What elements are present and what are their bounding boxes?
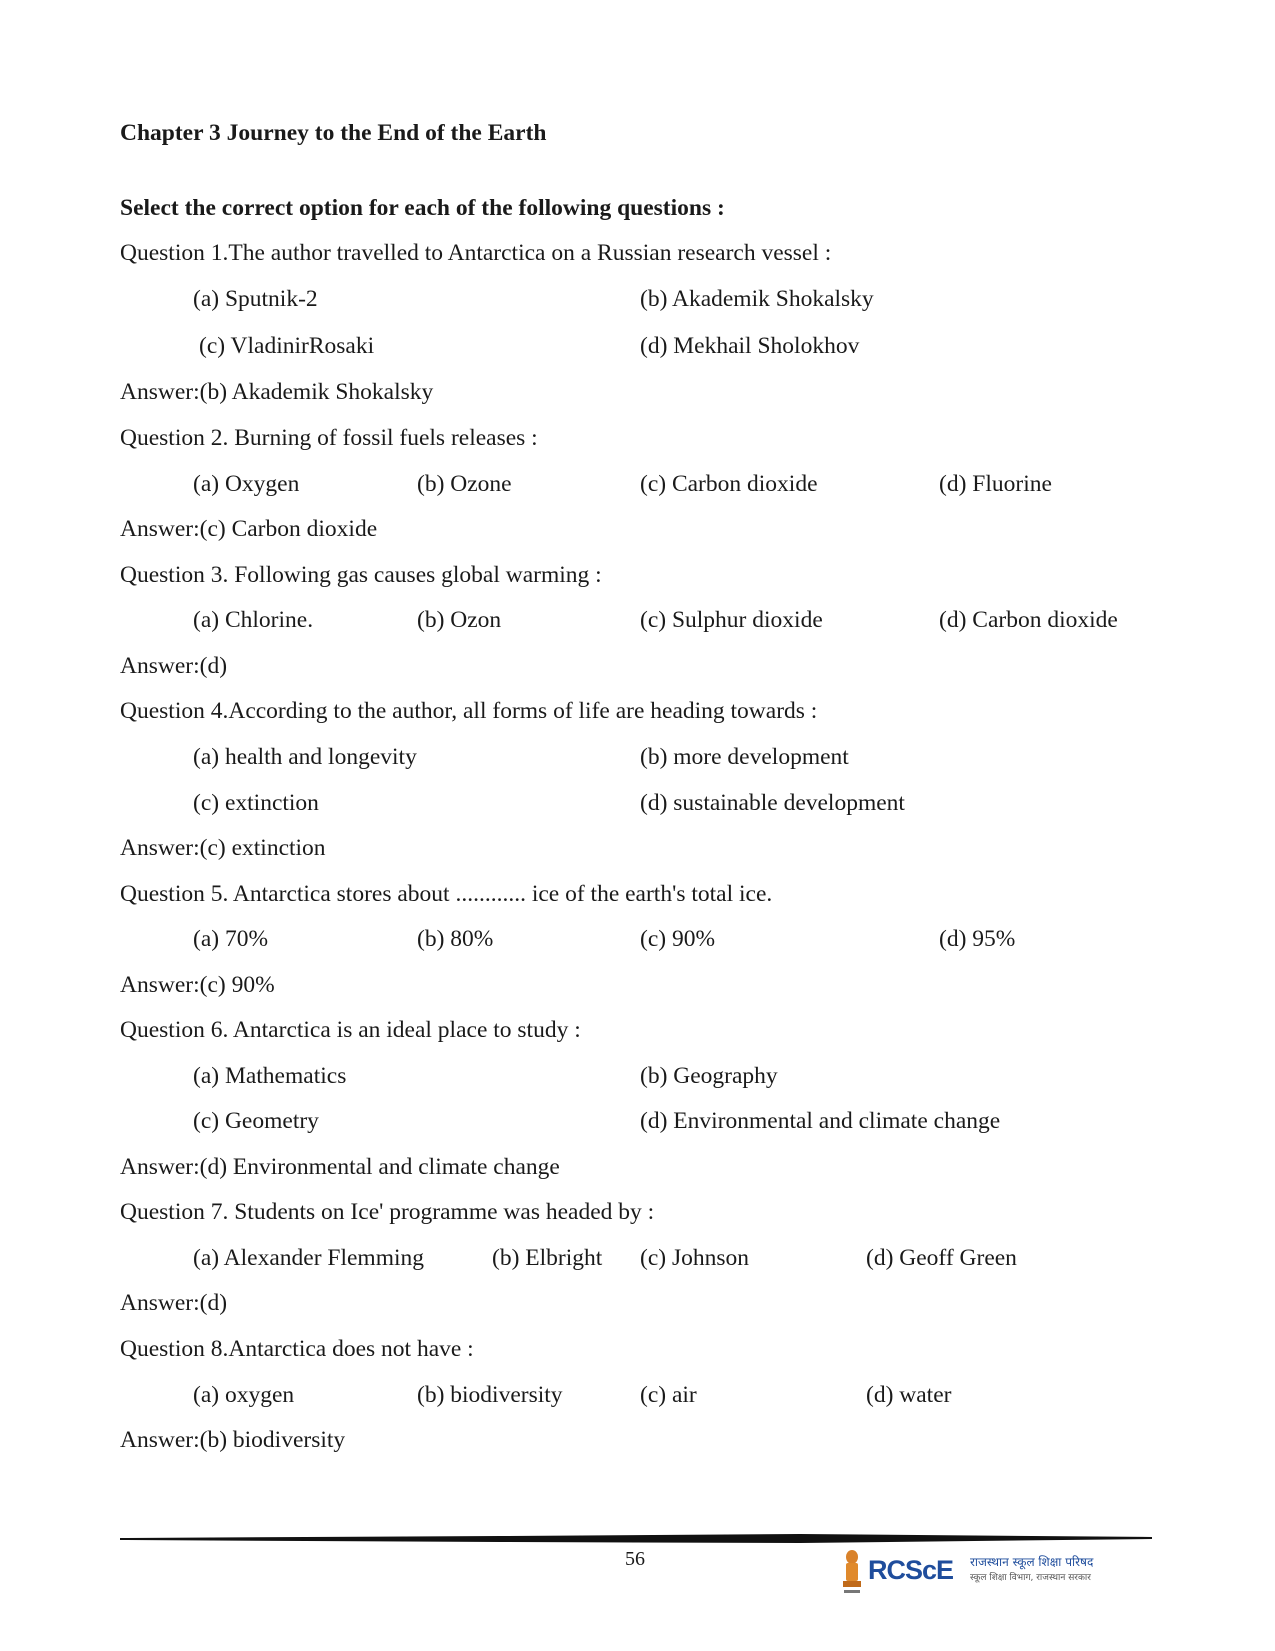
option-d: (d) Fluorine bbox=[939, 471, 1052, 497]
option-b: (b) Elbright bbox=[492, 1245, 603, 1271]
option-c: (c) extinction bbox=[193, 790, 319, 816]
option-a: (a) oxygen bbox=[193, 1382, 295, 1408]
answer-text: Answer:(d) Environmental and climate change bbox=[120, 1154, 560, 1180]
option-c: (c) Sulphur dioxide bbox=[640, 607, 823, 633]
rcsce-logo bbox=[840, 1548, 1120, 1600]
question-text: Question 2. Burning of fossil fuels releases : bbox=[120, 425, 538, 451]
option-c: (c) Geometry bbox=[193, 1108, 319, 1134]
state-emblem-icon bbox=[840, 1548, 864, 1600]
question-text: Question 7. Students on Ice' programme was headed by : bbox=[120, 1199, 655, 1225]
answer-text: Answer:(c) 90% bbox=[120, 972, 275, 998]
instruction: Select the correct option for each of the following questions : bbox=[120, 195, 725, 221]
answer-text: Answer:(b) biodiversity bbox=[120, 1427, 346, 1453]
question-text: Question 1.The author travelled to Antarctica on a Russian research vessel : bbox=[120, 240, 832, 266]
option-c: (c) 90% bbox=[640, 926, 716, 952]
question-text: Question 8.Antarctica does not have : bbox=[120, 1336, 474, 1362]
option-b: (b) 80% bbox=[417, 926, 494, 952]
option-a: (a) Oxygen bbox=[193, 471, 300, 497]
logo-hindi-title: राजस्थान स्कूल शिक्षा परिषद bbox=[970, 1555, 1094, 1569]
footer-rule bbox=[120, 1534, 1152, 1544]
option-b: (b) biodiversity bbox=[417, 1382, 563, 1408]
option-c: (c) air bbox=[640, 1382, 697, 1408]
option-d: (d) Mekhail Sholokhov bbox=[640, 333, 860, 359]
logo-wordmark: RCScE bbox=[868, 1555, 954, 1585]
option-a: (a) 70% bbox=[193, 926, 269, 952]
option-a: (a) Mathematics bbox=[193, 1063, 347, 1089]
option-d: (d) Geoff Green bbox=[866, 1245, 1017, 1271]
page-number: 56 bbox=[625, 1548, 645, 1570]
question-text: Question 4.According to the author, all forms of life are heading towards : bbox=[120, 698, 818, 724]
option-b: (b) Akademik Shokalsky bbox=[640, 286, 874, 312]
option-c: (c) Johnson bbox=[640, 1245, 749, 1271]
logo-hindi-subtitle: स्कूल शिक्षा विभाग, राजस्थान सरकार bbox=[970, 1573, 1091, 1583]
answer-text: Answer:(b) Akademik Shokalsky bbox=[120, 379, 434, 405]
answer-text: Answer:(c) extinction bbox=[120, 835, 326, 861]
option-b: (b) Ozon bbox=[417, 607, 502, 633]
option-d: (d) sustainable development bbox=[640, 790, 905, 816]
option-d: (d) 95% bbox=[939, 926, 1016, 952]
option-a: (a) Chlorine. bbox=[193, 607, 314, 633]
answer-text: Answer:(d) bbox=[120, 653, 228, 679]
option-a: (a) Alexander Flemming bbox=[193, 1245, 425, 1271]
question-text: Question 5. Antarctica stores about ............ ice of the earth's total ice. bbox=[120, 881, 773, 907]
question-text: Question 3. Following gas causes global warming : bbox=[120, 562, 602, 588]
option-c: (c) VladinirRosaki bbox=[199, 333, 375, 359]
option-a: (a) health and longevity bbox=[193, 744, 417, 770]
option-c: (c) Carbon dioxide bbox=[640, 471, 818, 497]
option-b: (b) more development bbox=[640, 744, 849, 770]
chapter-title: Chapter 3 Journey to the End of the Earth bbox=[120, 120, 547, 146]
option-d: (d) Environmental and climate change bbox=[640, 1108, 1001, 1134]
option-a: (a) Sputnik-2 bbox=[193, 286, 318, 312]
option-d: (d) Carbon dioxide bbox=[939, 607, 1118, 633]
option-b: (b) Ozone bbox=[417, 471, 512, 497]
answer-text: Answer:(d) bbox=[120, 1290, 228, 1316]
answer-text: Answer:(c) Carbon dioxide bbox=[120, 516, 378, 542]
question-text: Question 6. Antarctica is an ideal place to study : bbox=[120, 1017, 581, 1043]
option-b: (b) Geography bbox=[640, 1063, 778, 1089]
option-d: (d) water bbox=[866, 1382, 952, 1408]
